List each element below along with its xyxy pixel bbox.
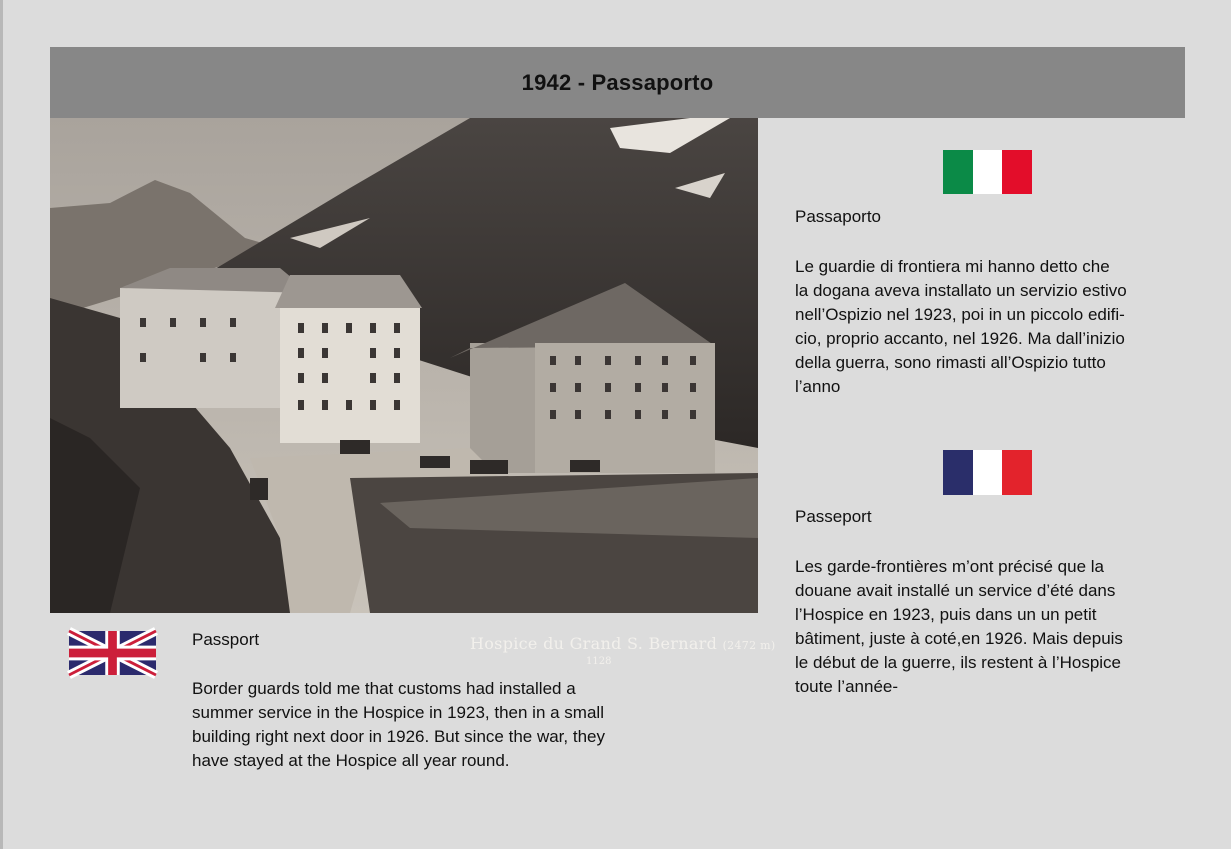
flag-uk-icon: [69, 631, 156, 675]
photo-caption: [470, 634, 775, 653]
page-title: 1942 - Passaporto: [521, 69, 714, 95]
french-title: Passeport: [795, 507, 872, 526]
photo-caption-text: Hospice du Grand S. Bernard: [470, 634, 718, 653]
hospice-photo-illustration: [50, 118, 758, 613]
italian-text: Le guardie di frontiera mi hanno detto che la dogana aveva installato un servizio estivo nell’Ospizio nel 1923, poi in un piccolo edifi- cio, proprio accanto, nel 1926. Ma dall’inizio della guerra, sono rimasti all’Ospizio tutto l’anno: [795, 257, 1127, 396]
photo-number: 1128: [586, 656, 612, 667]
english-title: Passport: [192, 630, 260, 649]
photo-altitude: (2472 m): [722, 639, 776, 652]
page-header: [50, 47, 1185, 118]
italian-title: Passaporto: [795, 207, 881, 226]
english-text: Border guards told me that customs had installed a summer service in the Hospice in 1923, then in a small building right next door in 1926. But since the war, they have stayed at the Hospice all year round.: [192, 679, 605, 770]
page-left-edge: [0, 0, 3, 849]
flag-italy-icon: [943, 150, 1032, 194]
french-text: Les garde-frontières m’ont précisé que la douane avait installé un service d’été dans l’Hospice en 1923, puis dans un un petit bâtiment, juste à coté,en 1926. Mais depuis le début de la guerre, ils restent à l’Hospice toute l’année-: [795, 557, 1123, 696]
flag-france-icon: [943, 450, 1032, 495]
